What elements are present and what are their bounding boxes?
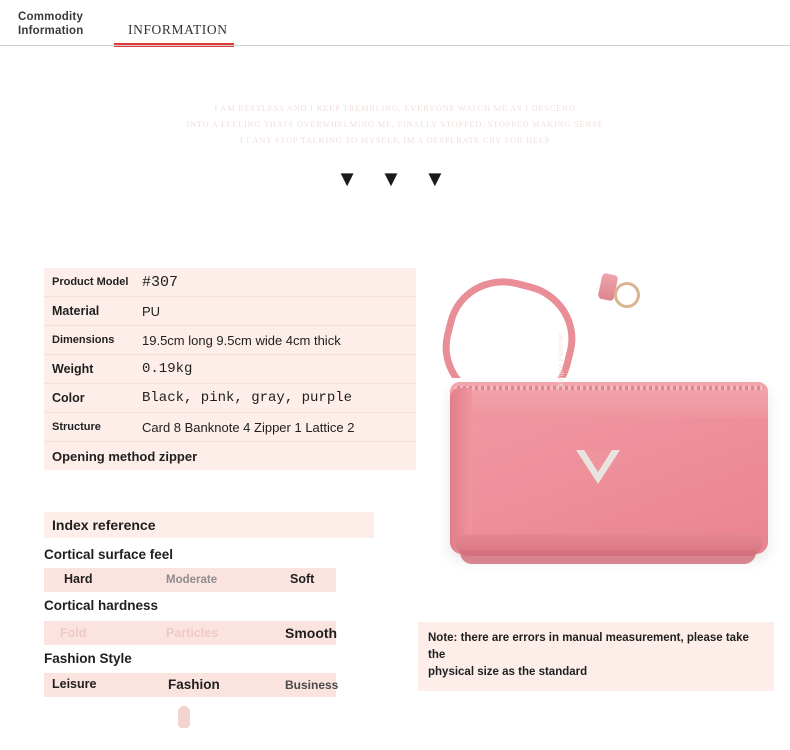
- spec-key: Color: [52, 391, 85, 405]
- spec-key: Weight: [52, 362, 94, 376]
- wallet-bottom-edge-shadow: [460, 550, 756, 564]
- index-group-label-hardness: Cortical hardness: [44, 598, 159, 613]
- banner-line-1: I AM RESTLESS AND I KEEP TREMBLING, EVERYONE WATCH ME AS I DESCEND: [214, 103, 576, 113]
- table-row: [44, 268, 416, 297]
- wallet-side-panel: [450, 388, 472, 554]
- down-arrows-icon: ▼ ▼ ▼: [336, 166, 454, 191]
- page-header: [0, 0, 790, 48]
- strap-ring-icon: [614, 282, 640, 308]
- table-row: [44, 297, 416, 326]
- product-image: [418, 260, 790, 620]
- index-option-moderate[interactable]: Moderate: [166, 574, 218, 586]
- table-row: [44, 384, 416, 413]
- index-group-label-surface-feel: Cortical surface feel: [44, 547, 174, 562]
- spec-value: 0.19kg: [142, 361, 193, 377]
- spec-value: PU: [142, 303, 161, 319]
- note-line-2: physical size as the standard: [428, 666, 588, 678]
- wallet-brand-text: Simple Fashion: [558, 332, 565, 388]
- spec-value: 19.5cm long 9.5cm wide 4cm thick: [142, 332, 341, 348]
- spec-value: Black, pink, gray, purple: [142, 390, 353, 406]
- note-line-1: Note: there are errors in manual measurement, please take the: [428, 632, 749, 661]
- spec-key: Structure: [52, 421, 101, 433]
- index-option-soft[interactable]: Soft: [290, 572, 315, 586]
- decorative-bottom-icon: [178, 706, 190, 728]
- index-option-leisure[interactable]: Leisure: [52, 677, 97, 691]
- table-row: [44, 413, 416, 442]
- index-option-fashion[interactable]: Fashion: [168, 677, 220, 692]
- spec-value: Card 8 Banknote 4 Zipper 1 Lattice 2: [142, 419, 355, 435]
- spec-value: #307: [142, 273, 179, 291]
- table-row: [44, 355, 416, 384]
- header-divider: [0, 45, 790, 46]
- measurement-note: [418, 622, 774, 691]
- index-option-hard[interactable]: Hard: [64, 572, 93, 586]
- index-option-particles[interactable]: Particles: [166, 626, 219, 640]
- decorative-banner-text: [0, 100, 790, 148]
- table-row: [44, 326, 416, 355]
- index-option-fold[interactable]: Fold: [60, 626, 87, 640]
- banner-line-2: INTO A FEELING THATS OVERWHELMING ME, FINALLY STOPPED, STOPPED MAKING SENSE: [186, 119, 604, 129]
- header-category-label: Commodity Information: [18, 11, 84, 37]
- index-group-label-fashion-style: Fashion Style: [44, 651, 132, 666]
- specification-table: [44, 268, 416, 470]
- index-option-business[interactable]: Business: [285, 678, 339, 692]
- index-reference-title: Index reference: [52, 517, 156, 533]
- spec-key: Material: [52, 304, 100, 318]
- table-row-opening-method: [44, 442, 416, 470]
- wallet-logo-icon: [568, 430, 628, 486]
- spec-key: Product Model: [52, 276, 129, 288]
- spec-opening-method: Opening method zipper: [52, 448, 198, 464]
- spec-key: Dimensions: [52, 334, 115, 346]
- index-option-smooth[interactable]: Smooth: [285, 625, 338, 641]
- banner-line-3: I CANT STOP TALKING TO MYSELF, IM A DESPERATE CRY FOR HELP: [239, 135, 551, 145]
- tab-information[interactable]: INFORMATION: [128, 22, 228, 37]
- logo-vee-inner: [584, 450, 612, 472]
- zipper-icon: [454, 386, 764, 390]
